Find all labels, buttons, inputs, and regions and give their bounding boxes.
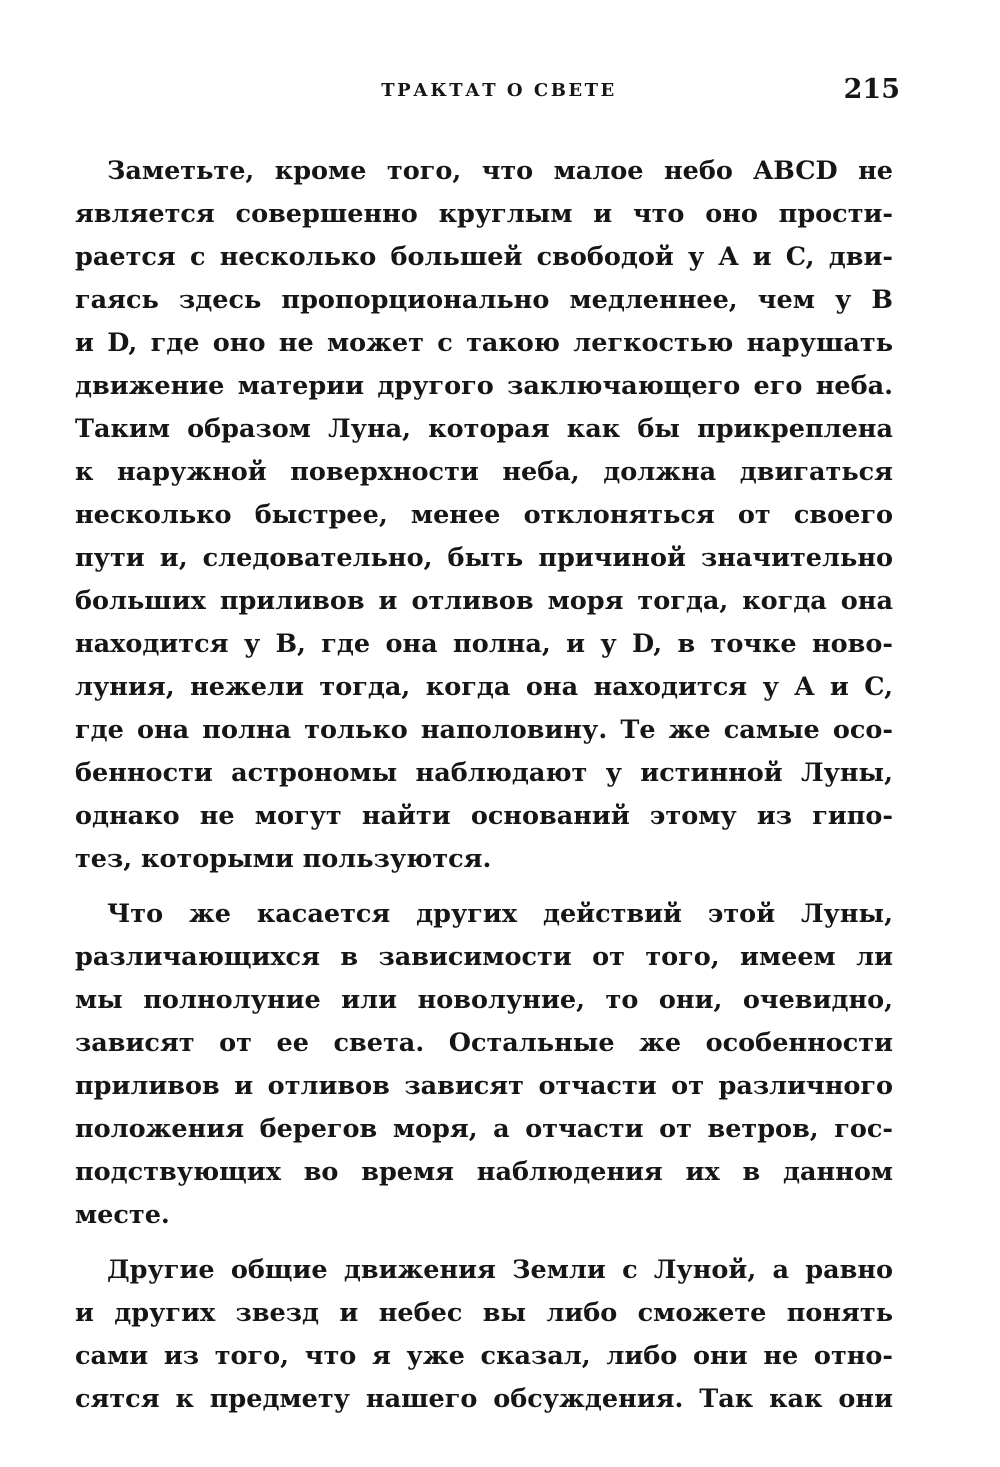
text-line: и D, где оно не может с такою легкостью нарушать [75, 328, 893, 358]
text-line: Что же касается других действий этой Луны, [107, 899, 893, 929]
text-line: Таким образом Луна, которая как бы прикреплена [75, 414, 893, 444]
text-line: и других звезд и небес вы либо сможете понять [75, 1298, 893, 1328]
text-line: где она полна только наполовину. Те же самые осо- [75, 715, 893, 745]
text-line: рается с несколько большей свободой у A и C, дви- [75, 242, 893, 272]
text-line: приливов и отливов зависят отчасти от различного [75, 1071, 893, 1101]
text-line: является совершенно круглым и что оно прости- [75, 199, 893, 229]
text-line: гаясь здесь пропорционально медленнее, чем у B [75, 285, 893, 315]
text-line: пути и, следовательно, быть причиной значительно [75, 543, 893, 573]
text-line: различающихся в зависимости от того, имеем ли [75, 942, 893, 972]
text-line: однако не могут найти оснований этому из гипо- [75, 801, 893, 831]
text-line: находится у B, где она полна, и у D, в точке ново- [75, 629, 893, 659]
text-line: положения берегов моря, а отчасти от ветров, гос- [75, 1114, 893, 1144]
body-text [75, 150, 893, 1421]
text-line: бенности астрономы наблюдают у истинной Луны, [75, 758, 893, 788]
text-line: больших приливов и отливов моря тогда, когда она [75, 586, 893, 616]
text-line: тез, которыми пользуются. [75, 844, 492, 874]
text-line: сами из того, что я уже сказал, либо они не отно- [75, 1341, 893, 1371]
text-line: месте. [75, 1200, 170, 1230]
paragraph-1 [75, 150, 893, 881]
running-header [78, 74, 900, 112]
text-line: мы полнолуние или новолуние, то они, очевидно, [75, 985, 893, 1015]
text-line: сятся к предмету нашего обсуждения. Так как они [75, 1384, 893, 1414]
paragraph-2 [75, 893, 893, 1237]
running-title: ТРАКТАТ О СВЕТЕ [381, 80, 617, 101]
text-line: Заметьте, кроме того, что малое небо ABCD не [107, 156, 893, 186]
text-line: подствующих во время наблюдения их в данном [75, 1157, 893, 1187]
paragraph-3 [75, 1249, 893, 1421]
page-number: 215 [843, 74, 900, 105]
text-line: зависят от ее света. Остальные же особенности [75, 1028, 893, 1058]
text-line: Другие общие движения Земли с Луной, а равно [107, 1255, 893, 1285]
text-line: к наружной поверхности неба, должна двигаться [75, 457, 893, 487]
text-line: луния, нежели тогда, когда она находится у A и C, [75, 672, 893, 702]
text-line: несколько быстрее, менее отклоняться от своего [75, 500, 893, 530]
text-line: движение материи другого заключающего его неба. [75, 371, 893, 401]
